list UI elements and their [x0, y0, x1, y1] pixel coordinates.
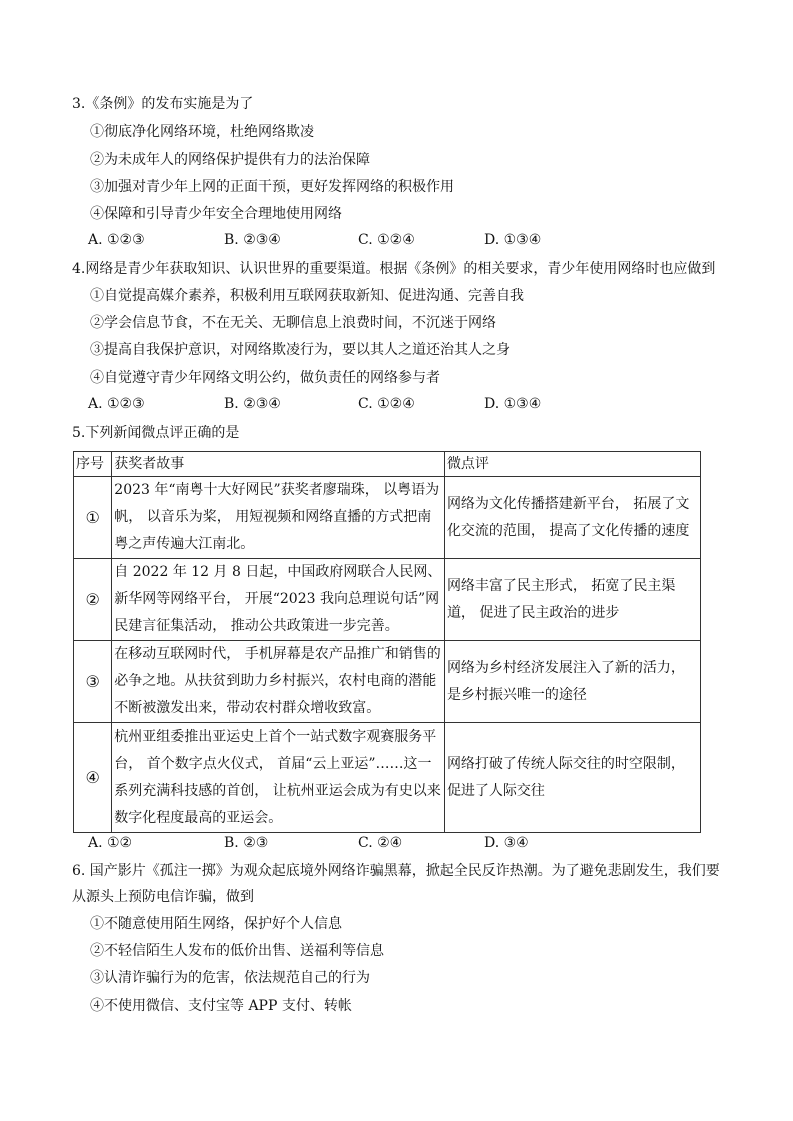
q3-choices	[88, 232, 648, 250]
q6-option-4: ④不使用微信、支付宝等 APP 支付、转帐	[90, 998, 352, 1014]
q5-choice-b: B. ②③	[224, 835, 269, 851]
q3-choice-d: D. ①③④	[484, 232, 542, 248]
row-number: ②	[74, 559, 112, 641]
row-story: 杭州亚组委推出亚运史上首个一站式数字观赛服务平台， 首个数字点火仪式， 首届“云上亚运”……这一系列充满科技感的首创， 让杭州亚运会成为有史以来数字化程度最高的亚运会。	[112, 723, 445, 833]
q3-option-3: ③加强对青少年上网的正面干预，更好发挥网络的积极作用	[90, 179, 454, 195]
row-comment: 网络为文化传播搭建新平台， 拓展了文化交流的范围， 提高了文化传播的速度	[444, 477, 700, 559]
table-header-row	[74, 452, 701, 477]
q5-choice-d: D. ③④	[484, 835, 529, 851]
q4-choice-c: C. ①②④	[358, 396, 415, 412]
row-number: ③	[74, 641, 112, 723]
q4-option-4: ④自觉遵守青少年网络文明公约，做负责任的网络参与者	[90, 370, 440, 386]
q6-option-2: ②不轻信陌生人发布的低价出售、送福利等信息	[90, 943, 384, 959]
q6-stem-line-1: 6. 国产影片《孤注一掷》为观众起底境外网络诈骗黑幕，掀起全民反诈热潮。为了避免悲剧发生，我们要	[72, 863, 720, 879]
q4-choice-b: B. ②③④	[224, 396, 281, 412]
q3-choice-a: A. ①②③	[88, 232, 145, 248]
row-story: 2023 年“南粤十大好网民”获奖者廖瑞珠， 以粤语为帆， 以音乐为桨， 用短视频和网络直播的方式把南粤之声传遍大江南北。	[112, 477, 445, 559]
news-table	[73, 451, 701, 833]
row-comment: 网络为乡村经济发展注入了新的活力，是乡村振兴唯一的途径	[444, 641, 700, 723]
q3-option-1: ①彻底净化网络环境，杜绝网络欺凌	[90, 124, 314, 140]
q4-stem: 4.网络是青少年获取知识、认识世界的重要渠道。根据《条例》的相关要求，青少年使用网络时也应做到	[72, 261, 716, 277]
header-number: 序号	[74, 452, 112, 477]
q3-choice-c: C. ①②④	[358, 232, 415, 248]
row-story: 自 2022 年 12 月 8 日起，中国政府网联合人民网、新华网等网络平台， 开展“2023 我向总理说句话”网民建言征集活动， 推动公共政策进一步完善。	[112, 559, 445, 641]
row-comment: 网络打破了传统人际交往的时空限制，促进了人际交往	[444, 723, 700, 833]
q4-option-2: ②学会信息节食，不在无关、无聊信息上浪费时间，不沉迷于网络	[90, 315, 496, 331]
q6-option-1: ①不随意使用陌生网络，保护好个人信息	[90, 916, 342, 932]
q4-option-3: ③提高自我保护意识，对网络欺凌行为，要以其人之道还治其人之身	[90, 342, 510, 358]
q4-choices	[88, 396, 648, 414]
table-row	[74, 641, 701, 723]
row-number: ④	[74, 723, 112, 833]
q5-choice-a: A. ①②	[88, 835, 133, 851]
q3-stem: 3.《条例》的发布实施是为了	[72, 96, 254, 112]
q3-choice-b: B. ②③④	[224, 232, 281, 248]
q4-option-1: ①自觉提高媒介素养，积极利用互联网获取新知、促进沟通、完善自我	[90, 288, 524, 304]
q5-choice-c: C. ②④	[358, 835, 403, 851]
header-comment: 微点评	[444, 452, 700, 477]
table-row	[74, 723, 701, 833]
q4-choice-d: D. ①③④	[484, 396, 542, 412]
q4-choice-a: A. ①②③	[88, 396, 145, 412]
q5-choices	[88, 835, 648, 853]
row-number: ①	[74, 477, 112, 559]
table-row	[74, 477, 701, 559]
table-row	[74, 559, 701, 641]
q3-option-4: ④保障和引导青少年安全合理地使用网络	[90, 206, 342, 222]
q3-option-2: ②为未成年人的网络保护提供有力的法治保障	[90, 152, 370, 168]
header-story: 获奖者故事	[112, 452, 445, 477]
q6-stem-line-2: 从源头上预防电信诈骗，做到	[72, 889, 254, 905]
row-comment: 网络丰富了民主形式， 拓宽了民主渠道， 促进了民主政治的进步	[444, 559, 700, 641]
q6-option-3: ③认清诈骗行为的危害，依法规范自己的行为	[90, 970, 370, 986]
row-story: 在移动互联网时代， 手机屏幕是农产品推广和销售的必争之地。从扶贫到助力乡村振兴，农村电商的潜能不断被激发出来，带动农村群众增收致富。	[112, 641, 445, 723]
q5-stem: 5.下列新闻微点评正确的是	[72, 425, 240, 441]
